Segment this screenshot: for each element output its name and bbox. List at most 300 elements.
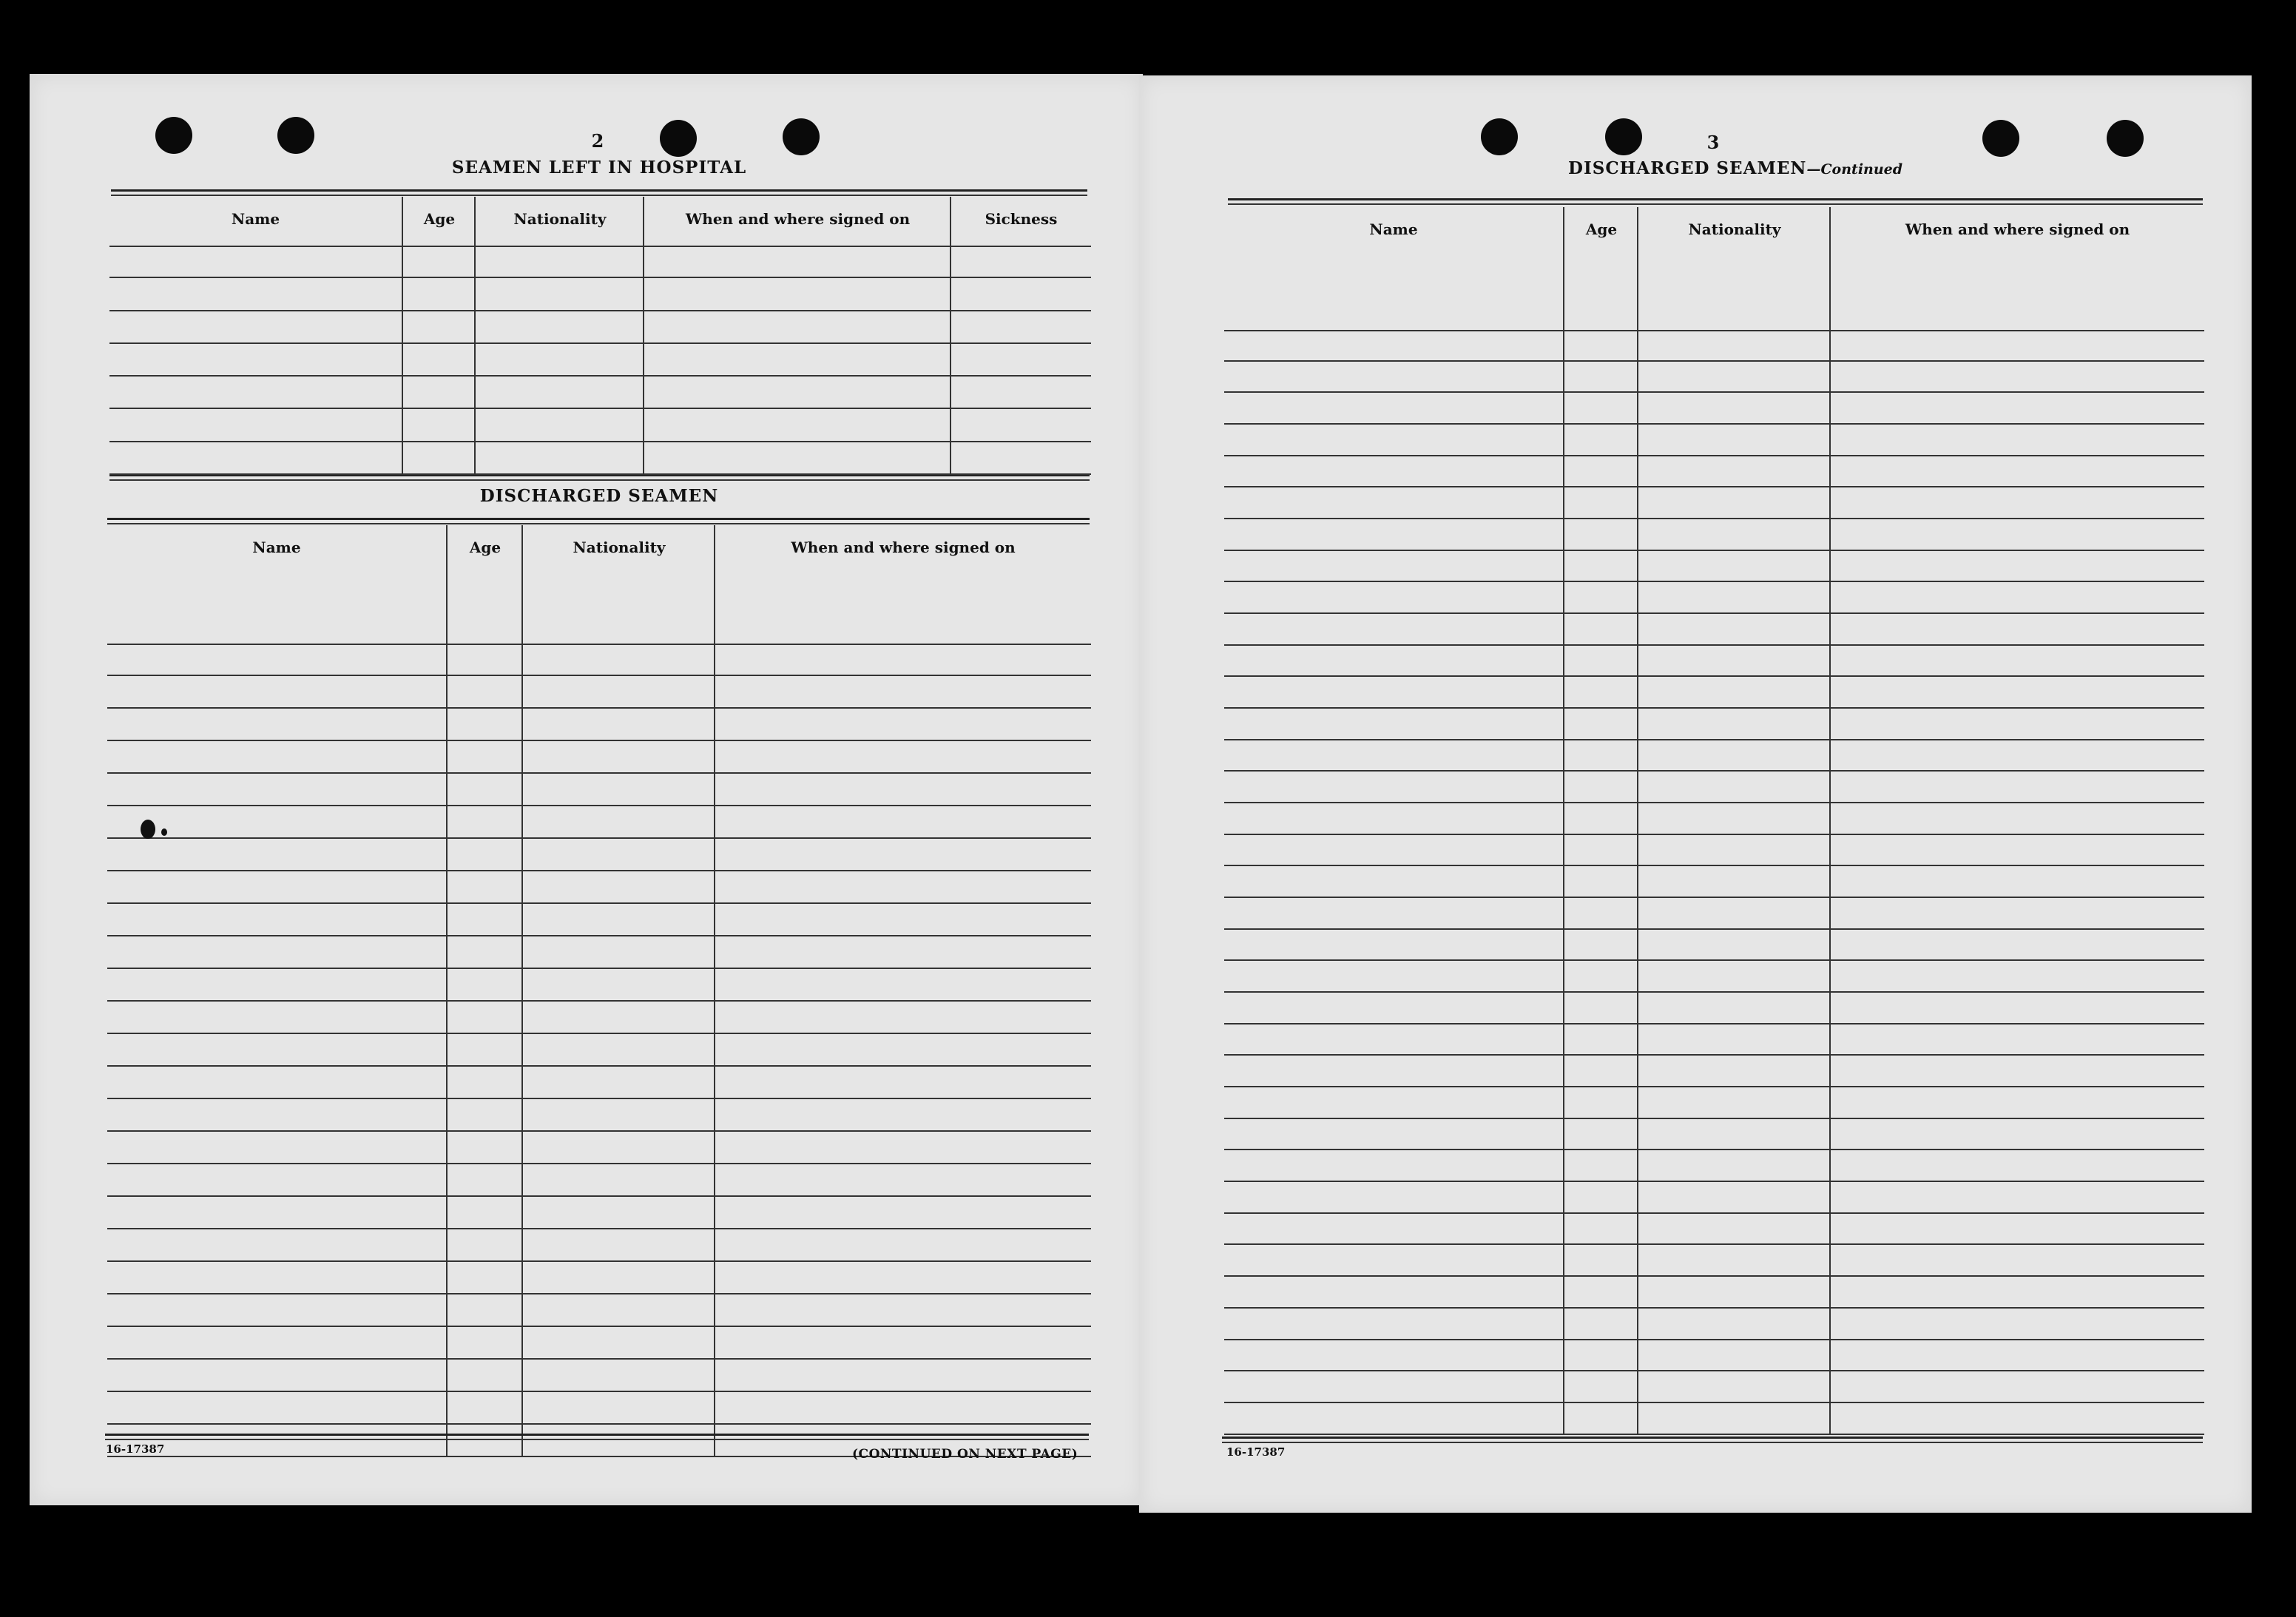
table-row [1831,582,2204,614]
column-signed-on [1829,207,2204,1435]
page-number: 2 [591,130,604,152]
column-nationality [1637,207,1831,1435]
table-row [1564,1371,1638,1403]
table-row [951,344,1091,377]
table-row [715,839,1091,871]
title-continued: —Continued [1806,161,1903,178]
table-row [1831,1119,2204,1151]
table-row [715,1132,1091,1164]
form-number: 16-17387 [106,1442,165,1456]
table-row [448,806,523,839]
ledger-rows [644,246,951,475]
table-row [476,409,644,442]
double-rule [1228,198,2203,200]
table-row [1831,1245,2204,1277]
table-row [951,377,1091,409]
double-rule [107,518,1090,520]
table-row [715,806,1091,839]
table-row [523,1002,715,1034]
table-row [1638,646,1831,678]
table-row [1831,709,2204,740]
column-header: When and where signed on [791,539,1016,556]
table-row [1638,961,1831,993]
table-row [107,969,446,1002]
table-row [109,442,402,475]
table-row [1638,1245,1831,1277]
table-row [523,839,715,871]
table-row [1638,993,1831,1024]
table-row [523,871,715,904]
table-row [715,1197,1091,1229]
table-row [1564,487,1638,519]
table-row [644,409,951,442]
table-row [1224,487,1563,519]
table-row [107,1327,446,1360]
table-row [1564,1150,1638,1182]
table-row [448,969,523,1002]
table-row [107,774,446,806]
column-header: Name [231,210,280,228]
table-row [107,1164,446,1197]
table-row [1224,519,1563,551]
table-row [1564,1245,1638,1277]
discharged-table [107,525,1090,1457]
table-row [1224,1277,1563,1309]
table-row [1831,456,2204,488]
double-rule [111,189,1087,192]
table-row [1224,1371,1563,1403]
table-row [1831,519,2204,551]
table-row [1564,1024,1638,1056]
table-row [476,344,644,377]
table-row [715,1262,1091,1294]
table-row [1831,1182,2204,1214]
table-row [951,246,1091,278]
table-row [109,278,402,311]
table-row [1224,898,1563,930]
ledger-rows [107,644,446,1457]
table-row [1564,1182,1638,1214]
table-row [107,1262,446,1294]
table-row [448,1034,523,1067]
table-row [1638,677,1831,709]
table-row [107,904,446,936]
table-row [1564,677,1638,709]
column-name [107,525,446,1457]
rule [109,475,1090,476]
table-row [448,1164,523,1197]
table-row [448,1132,523,1164]
ledger-rows [1564,330,1638,1435]
table-row [1564,393,1638,425]
column-age [402,197,476,475]
column-header: Sickness [985,210,1058,228]
table-row [1638,487,1831,519]
table-row [448,1067,523,1099]
table-row [107,871,446,904]
table-row [523,904,715,936]
table-row [448,1002,523,1034]
table-row [476,246,644,278]
table-row [1564,1340,1638,1372]
table-row [1224,362,1563,394]
table-row [1564,330,1638,362]
table-row [448,1262,523,1294]
table-row [1831,961,2204,993]
ink-blot [161,828,167,836]
table-row [715,1294,1091,1327]
column-age [446,525,523,1457]
table-row [1638,551,1831,583]
table-row [1564,898,1638,930]
table-row [523,1327,715,1360]
table-row [644,246,951,278]
table-row [1224,646,1563,678]
table-row [1638,740,1831,772]
table-row [1224,772,1563,803]
table-row [951,442,1091,475]
discharged-continued-table [1224,207,2203,1435]
table-row [1638,1182,1831,1214]
table-row [523,1164,715,1197]
table-row [715,1164,1091,1197]
table-row [1224,425,1563,456]
column-header: When and where signed on [685,210,911,228]
column-name [1224,207,1563,1435]
table-row [523,1360,715,1392]
table-row [523,741,715,774]
table-row [523,774,715,806]
continued-note: (CONTINUED ON NEXT PAGE) [852,1447,1078,1462]
double-rule [1222,1437,2203,1439]
table-row [1638,898,1831,930]
table-row [107,1034,446,1067]
table-row [1831,1277,2204,1309]
table-row [523,806,715,839]
table-row [1224,677,1563,709]
table-row [448,676,523,709]
table-row [1224,930,1563,962]
table-row [1564,582,1638,614]
table-row [1564,1119,1638,1151]
punch-hole [1982,120,2019,157]
table-row [476,377,644,409]
table-row [1831,1024,2204,1056]
table-row [476,311,644,344]
table-row [1224,1245,1563,1277]
table-row [448,1360,523,1392]
right-section-title [1568,158,1903,178]
table-row [1831,330,2204,362]
table-row [1831,425,2204,456]
table-row [1564,551,1638,583]
title-main: DISCHARGED SEAMEN [1568,158,1807,178]
table-row [715,1099,1091,1132]
table-row [1831,614,2204,646]
table-row [644,344,951,377]
table-row [715,936,1091,969]
table-row [1564,866,1638,898]
table-row [523,1197,715,1229]
column-header: Age [423,210,456,228]
table-row [1224,1119,1563,1151]
hospital-section-title: SEAMEN LEFT IN HOSPITAL [451,158,747,178]
table-row [1224,582,1563,614]
table-row [448,709,523,741]
table-row [1224,456,1563,488]
table-row [107,1067,446,1099]
table-row [1564,362,1638,394]
table-row [1224,614,1563,646]
table-row [1831,487,2204,519]
table-row [1564,614,1638,646]
table-row [1638,425,1831,456]
table-row [1638,1371,1831,1403]
double-rule [105,1434,1089,1436]
table-row [1831,1150,2204,1182]
discharged-section-title: DISCHARGED SEAMEN [479,486,719,506]
table-row [523,676,715,709]
table-row [1638,456,1831,488]
table-row [1831,803,2204,835]
table-row [448,1392,523,1425]
table-row [403,377,476,409]
column-sickness [950,197,1091,475]
ledger-rows [951,246,1091,475]
punch-hole [1481,118,1518,155]
table-row [715,1229,1091,1262]
table-row [403,278,476,311]
table-row [1831,362,2204,394]
table-row [403,246,476,278]
ledger-rows [715,644,1091,1457]
table-row [1831,393,2204,425]
table-row [109,246,402,278]
table-row [448,1099,523,1132]
table-row [1564,1214,1638,1246]
table-row [644,311,951,344]
table-row [523,1034,715,1067]
column-signed-on [714,525,1091,1457]
ledger-rows [448,644,523,1457]
table-row [1224,1056,1563,1087]
table-row [1564,1277,1638,1309]
column-age [1563,207,1638,1435]
table-row [523,1067,715,1099]
table-row [448,1197,523,1229]
table-row [715,709,1091,741]
punch-hole [2107,120,2144,157]
table-row [523,1425,715,1457]
ledger-rows [1638,330,1831,1435]
column-header: Nationality [1688,220,1781,238]
table-row [1564,646,1638,678]
table-row [1224,1403,1563,1435]
table-row [109,344,402,377]
table-row [715,904,1091,936]
table-row [1564,1087,1638,1119]
table-row [715,741,1091,774]
table-row [1831,835,2204,867]
table-row [715,1002,1091,1034]
punch-hole [783,118,820,155]
table-row [107,1360,446,1392]
table-row [1638,1150,1831,1182]
table-row [1564,740,1638,772]
table-row [448,774,523,806]
table-row [107,839,446,871]
table-row [644,442,951,475]
ledger-rows [476,246,644,475]
table-row [1638,393,1831,425]
ledger-rows [403,246,476,475]
table-row [1638,866,1831,898]
table-row [1224,1087,1563,1119]
ledger-rows [1224,330,1563,1435]
table-row [1638,519,1831,551]
column-signed-on [643,197,951,475]
table-row [448,839,523,871]
table-row [1638,930,1831,962]
table-row [107,936,446,969]
column-nationality [521,525,715,1457]
left-page [30,74,1143,1505]
table-row [523,1392,715,1425]
table-row [107,1294,446,1327]
table-row [448,871,523,904]
table-row [1224,866,1563,898]
column-nationality [474,197,644,475]
table-row [1638,1340,1831,1372]
table-row [1224,740,1563,772]
table-row [523,644,715,676]
table-row [1564,519,1638,551]
table-row [523,936,715,969]
table-row [1638,362,1831,394]
table-row [1831,993,2204,1024]
table-row [715,644,1091,676]
table-row [476,278,644,311]
table-row [644,377,951,409]
table-row [1831,1403,2204,1435]
table-row [403,442,476,475]
table-row [1564,930,1638,962]
table-row [1638,835,1831,867]
table-row [107,1002,446,1034]
table-row [1831,740,2204,772]
table-row [523,1229,715,1262]
table-row [1831,866,2204,898]
punch-hole [277,117,314,154]
table-row [1831,1309,2204,1340]
table-row [1638,803,1831,835]
table-row [107,806,446,839]
table-row [1224,393,1563,425]
table-row [1638,582,1831,614]
table-row [107,709,446,741]
table-row [1831,646,2204,678]
table-row [1224,993,1563,1024]
table-row [1638,1119,1831,1151]
table-row [715,774,1091,806]
table-row [1564,772,1638,803]
table-row [523,709,715,741]
column-name [109,197,402,475]
table-row [1224,961,1563,993]
table-row [1224,1150,1563,1182]
table-row [1638,1309,1831,1340]
table-row [1564,961,1638,993]
table-row [107,676,446,709]
table-row [1564,709,1638,740]
table-row [1831,551,2204,583]
table-row [107,644,446,676]
table-row [644,278,951,311]
table-row [715,1034,1091,1067]
table-row [1564,993,1638,1024]
table-row [951,409,1091,442]
table-row [448,1229,523,1262]
table-row [1638,772,1831,803]
table-row [107,1132,446,1164]
table-row [1224,1024,1563,1056]
table-row [1224,803,1563,835]
hospital-table [109,197,1090,475]
table-row [448,741,523,774]
table-row [1638,1087,1831,1119]
table-row [715,871,1091,904]
table-row [1831,898,2204,930]
table-row [1638,1214,1831,1246]
table-row [1224,551,1563,583]
table-row [715,1067,1091,1099]
table-row [1564,1309,1638,1340]
table-row [1638,1024,1831,1056]
table-row [1638,1056,1831,1087]
table-row [403,409,476,442]
right-page [1139,75,2252,1513]
ink-blot [141,820,155,839]
page-number: 3 [1706,132,1720,153]
table-row [1564,803,1638,835]
table-row [1831,677,2204,709]
punch-hole [1605,118,1642,155]
table-row [476,442,644,475]
column-header: Nationality [513,210,607,228]
table-row [109,409,402,442]
table-row [107,741,446,774]
column-header: Name [252,539,301,556]
table-row [1638,614,1831,646]
form-number: 16-17387 [1226,1445,1286,1459]
table-row [1564,425,1638,456]
ledger-rows [109,246,402,475]
table-row [1224,709,1563,740]
table-row [448,1327,523,1360]
table-row [107,1197,446,1229]
table-row [448,644,523,676]
table-row [107,1229,446,1262]
table-row [1224,1182,1563,1214]
table-row [1831,772,2204,803]
table-row [1564,835,1638,867]
table-row [403,311,476,344]
column-header: Age [469,539,502,556]
table-row [448,904,523,936]
table-row [1831,930,2204,962]
table-row [1831,1056,2204,1087]
table-row [1224,1214,1563,1246]
